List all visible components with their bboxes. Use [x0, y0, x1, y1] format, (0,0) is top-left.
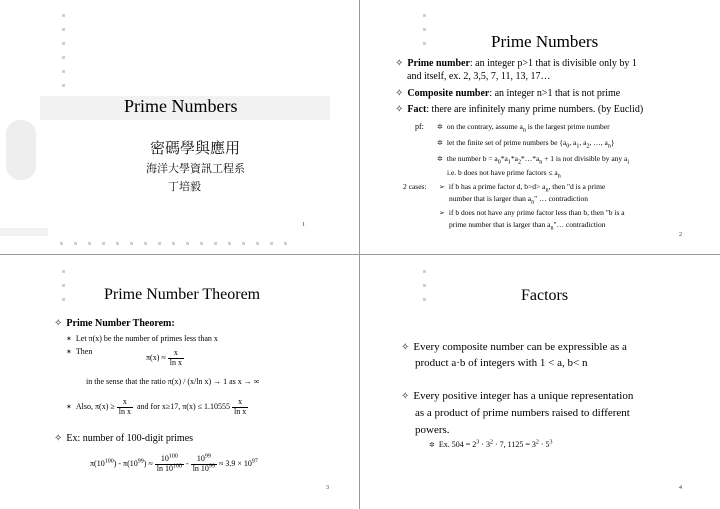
diamond-bullet-icon: ✧ [401, 391, 410, 402]
pnt-let: ✶ Let π(x) be the number of primes less than x [66, 334, 218, 343]
vertical-divider [359, 0, 360, 509]
decorative-dots-bottom [60, 232, 298, 235]
factor-bullet-2-end: powers. [415, 424, 450, 436]
example-formula: $\pi(10^{100}) - \pi(10^{99})$ ≈ $\frac{10^{100}}{\ln 10^{100}}$ - $\frac{10^{99}}{\ln 10^{99}}$ ≈ $3.9 \times 10^{97}$ [90, 453, 258, 473]
factor-bullet-2-cont: as a product of prime numbers raised to different [415, 407, 630, 419]
star-bullet-icon: ✲ [437, 139, 443, 147]
pnt-heading: ✧ Prime Number Theorem: [54, 318, 175, 329]
page-number: 4 [679, 485, 682, 491]
case-2: ➢ if b does not have any prime factor less than b, then "b is a [439, 208, 625, 217]
page-number: 2 [679, 232, 682, 238]
course-title: 密碼學與應用 [150, 139, 241, 157]
horizontal-divider [0, 254, 720, 255]
factor-example: ✲ Ex. $504 = 2^3 \cdot 3^2 \cdot 7$, $1125 = 3^2 \cdot 5^3$ [429, 439, 553, 449]
slide-1-title: Prime Numbers [124, 96, 238, 116]
star-bullet-icon: ✲ [437, 123, 443, 131]
prime-definition-cont: and itself, ex. 2, 3,5, 7, 11, 13, 17… [407, 71, 551, 82]
star-bullet-icon: ✶ [66, 335, 72, 343]
decorative-dots [62, 14, 66, 98]
slide-4-title: Factors [521, 287, 569, 304]
decorative-dots [62, 270, 66, 312]
proof-step-2: ✲ let the finite set of prime numbers be {$a_0$, $a_1$, $a_2$, …, $a_n$} [437, 138, 615, 150]
case-1-cont: number that is larger than $a_n$" … contradiction [449, 194, 589, 206]
decorative-dots [423, 270, 427, 312]
diamond-bullet-icon: ✧ [401, 342, 410, 353]
diamond-bullet-icon: ✧ [54, 433, 63, 444]
proof-step-4: i.e. b does not have prime factors ≤ $a_n$ [447, 168, 561, 180]
factor-bullet-1: ✧ Every composite number can be expressible as a [401, 341, 627, 353]
fact-line: ✧ Fact: there are infinitely many prime numbers. (by Euclid) [395, 104, 644, 115]
diamond-bullet-icon: ✧ [54, 318, 63, 329]
pnt-formula: π(x) ≈ $\frac{x}{\text{ln x}}$ [146, 348, 182, 367]
case-2-cont: prime number that is larger than $a_n"\dots$ contradiction [449, 220, 606, 232]
proof-step-3: ✲ the number $b = a_0*a_1*a_2*\dots*a_n + 1$ is not divisible by any $a_i$ [437, 154, 630, 166]
slide-2 [361, 0, 720, 254]
slide-1 [0, 0, 359, 254]
cases-label: 2 cases: [403, 182, 427, 191]
page-number: 3 [326, 485, 329, 491]
pnt-then: ✶ Then [66, 347, 93, 356]
decorative-dots [423, 14, 427, 56]
star-bullet-icon: ✶ [66, 348, 72, 356]
prime-definition: ✧ Prime number: an integer p>1 that is divisible only by 1 [395, 58, 637, 69]
diamond-bullet-icon: ✧ [395, 104, 404, 115]
proof-label: pf: [415, 122, 424, 131]
diamond-bullet-icon: ✧ [395, 58, 404, 69]
department: 海洋大學資訊工程系 [146, 162, 245, 175]
star-bullet-icon: ✶ [66, 403, 72, 412]
author: 丁培毅 [168, 180, 201, 193]
proof-step-1: ✲ on the contrary, assume $a_n$ is the largest prime number [437, 122, 610, 134]
decorative-emblem [6, 120, 36, 180]
star-bullet-icon: ✲ [429, 441, 435, 449]
slide-4 [361, 256, 720, 509]
factor-bullet-2: ✧ Every positive integer has a unique representation [401, 390, 634, 402]
pnt-sense: in the sense that the ratio π(x) / (x/ln x) → 1 as x → ∞ [86, 377, 260, 386]
example-heading: ✧ Ex: number of 100-digit primes [54, 433, 194, 444]
composite-definition: ✧ Composite number: an integer n>1 that is not prime [395, 88, 621, 99]
factor-bullet-1-cont: product a·b of integers with 1 < a, b< n [415, 357, 588, 369]
footer-band [0, 228, 48, 236]
arrow-bullet-icon: ➢ [439, 183, 445, 191]
arrow-bullet-icon: ➢ [439, 209, 445, 217]
page-number: 1 [302, 222, 305, 228]
slide-2-title: Prime Numbers [491, 32, 599, 51]
pnt-bounds: ✶ Also, π(x) ≥ $\frac{x}{\text{ln x}}$ and for x≥17, π(x) ≤ 1.10555 $\frac{x}{\text{ln x}}$ [66, 397, 247, 416]
slide-3 [0, 256, 359, 509]
case-1: ➢ if b has a prime factor d, $b>d> a_n$, then "d is a prime [439, 182, 606, 194]
diamond-bullet-icon: ✧ [395, 88, 404, 99]
star-bullet-icon: ✲ [437, 155, 443, 163]
slide-3-title: Prime Number Theorem [104, 286, 261, 303]
